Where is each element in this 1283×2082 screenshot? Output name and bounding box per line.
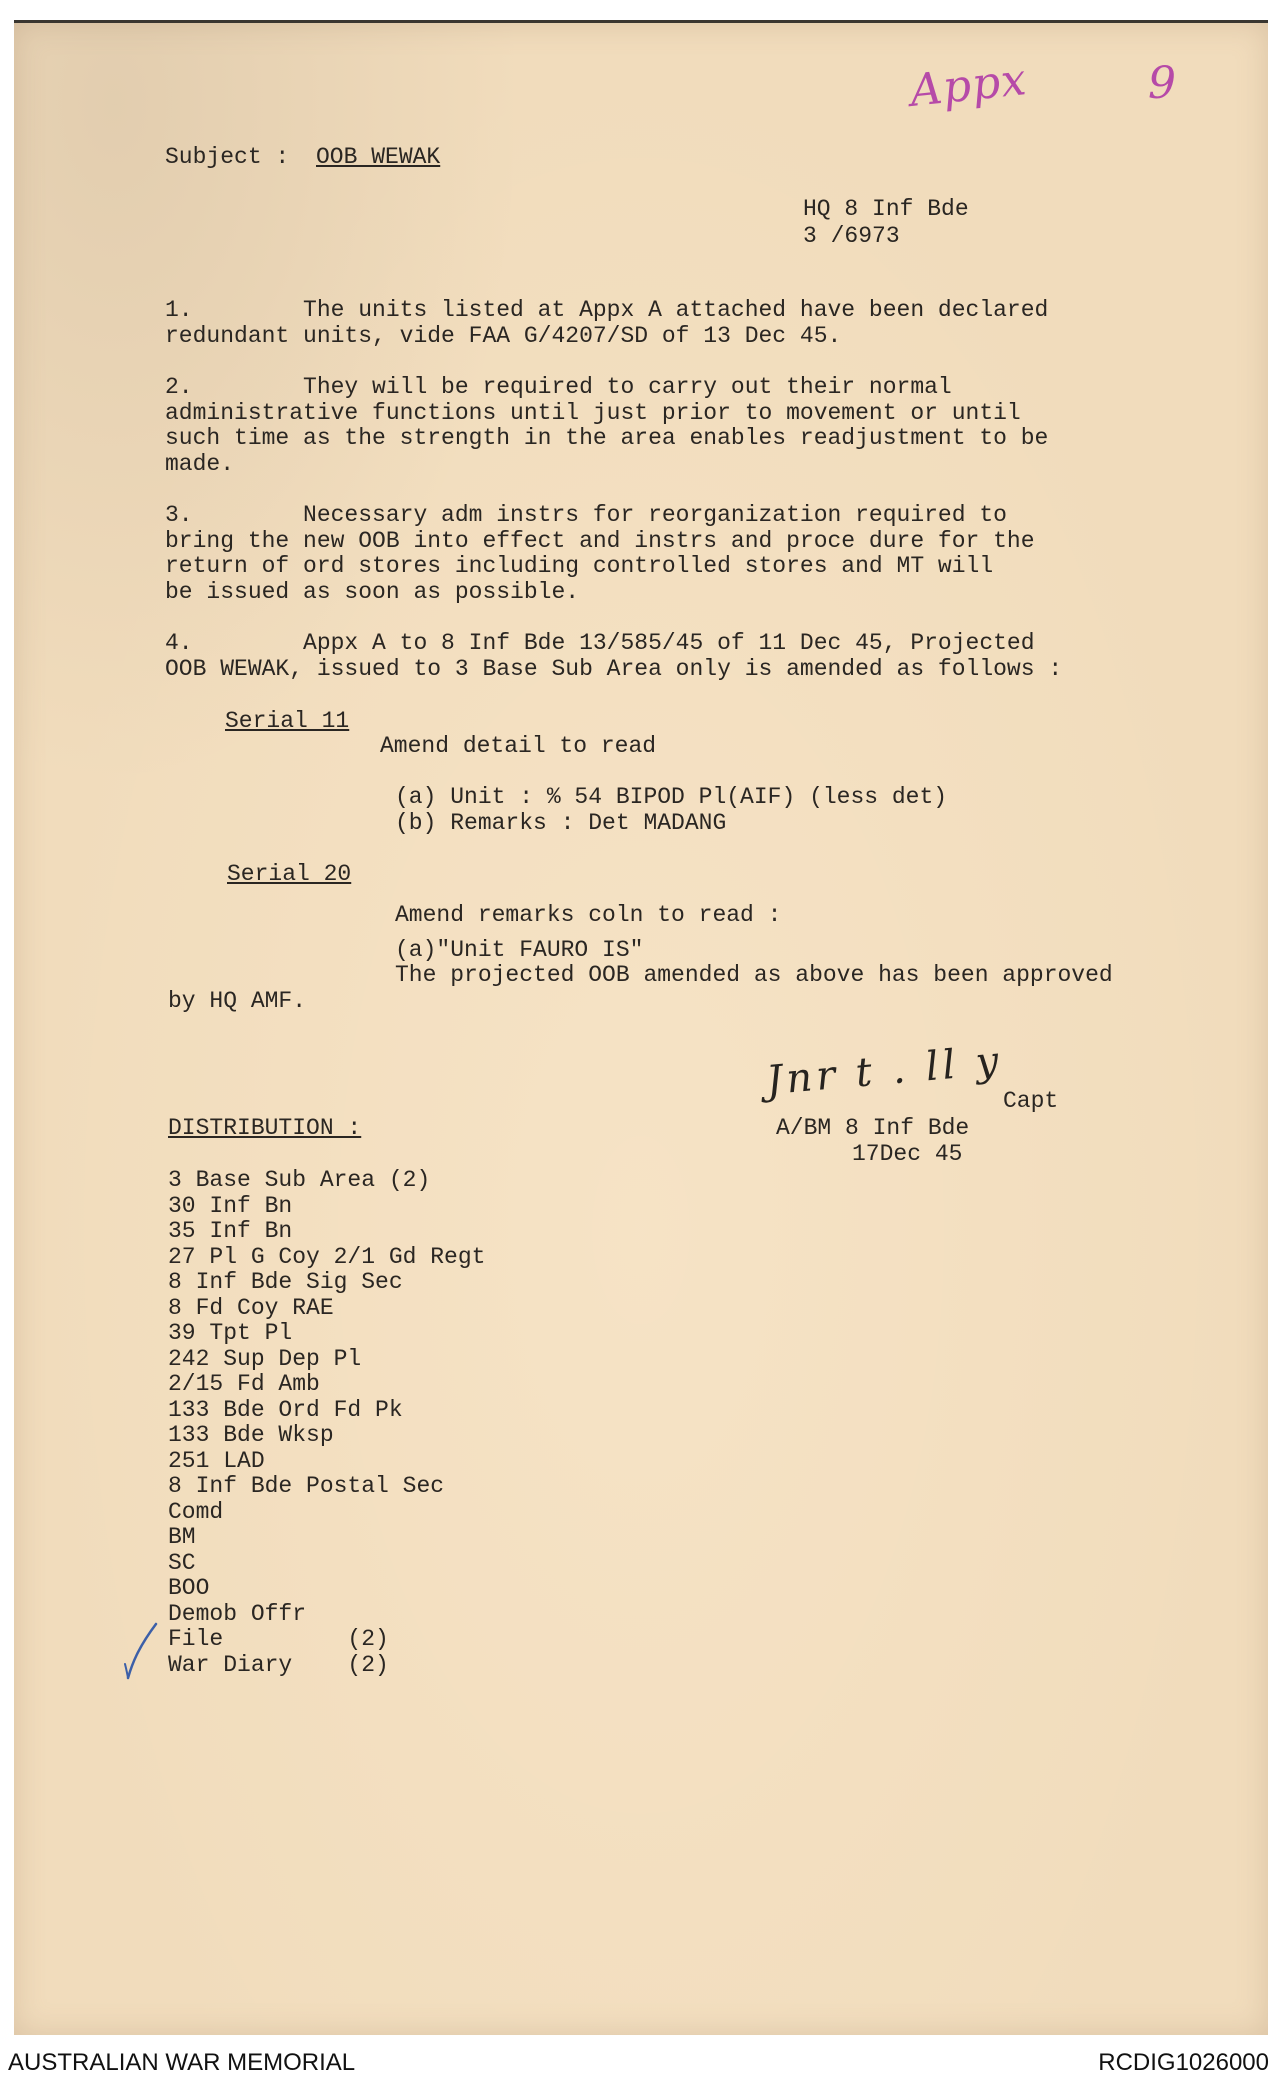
list-item: 8 Fd Coy RAE <box>168 1295 334 1321</box>
para-2-line-2: administrative functions until just prior to movement or until <box>165 400 1021 426</box>
serial-20-instruction: Amend remarks coln to read : <box>395 902 782 928</box>
list-item: Comd <box>168 1499 224 1525</box>
list-item: War Diary (2) <box>168 1652 389 1678</box>
checkmark-icon <box>124 1620 158 1680</box>
para-4-line-2: OOB WEWAK, issued to 3 Base Sub Area only is amended as follows : <box>165 656 1063 682</box>
para-3-line-1: 3. Necessary adm instrs for reorganization required to <box>165 502 1007 528</box>
list-item: 133 Bde Ord Fd Pk <box>168 1397 403 1423</box>
footer-record-id: RCDIG1026000 <box>1098 2049 1269 2076</box>
para-2-line-3: such time as the strength in the area enables readjustment to be <box>165 425 1049 451</box>
list-item: 3 Base Sub Area (2) <box>168 1167 431 1193</box>
para-3-line-3: return of ord stores including controlled stores and MT will <box>165 553 994 579</box>
para-2-line-1: 2. They will be required to carry out their normal <box>165 374 952 400</box>
list-item: 251 LAD <box>168 1448 265 1474</box>
subject-value: OOB WEWAK <box>316 144 441 170</box>
header-ref: 3 /6973 <box>803 223 900 249</box>
appx-annotation: Appx <box>907 54 1030 117</box>
list-item: 133 Bde Wksp <box>168 1422 334 1448</box>
list-item: 2/15 Fd Amb <box>168 1371 320 1397</box>
serial-20-line-a: (a)"Unit FAURO IS" <box>395 937 644 963</box>
serial-11-instruction: Amend detail to read <box>380 733 657 759</box>
list-item: Demob Offr <box>168 1601 307 1627</box>
distribution-heading: DISTRIBUTION : <box>168 1115 362 1141</box>
para-1-line-2: redundant units, vide FAA G/4207/SD of 13 Dec 45. <box>165 323 842 349</box>
signature-date: 17Dec 45 <box>852 1141 963 1167</box>
list-item: BM <box>168 1524 196 1550</box>
list-item: File (2) <box>168 1626 389 1652</box>
serial-11-line-a: (a) Unit : % 54 BIPOD Pl(AIF) (less det) <box>395 784 948 810</box>
approval-line-1: The projected OOB amended as above has been approved <box>395 962 1113 988</box>
list-item: 8 Inf Bde Sig Sec <box>168 1269 403 1295</box>
list-item: 242 Sup Dep Pl <box>168 1346 362 1372</box>
signature-rank: Capt <box>1003 1088 1059 1114</box>
para-3-line-2: bring the new OOB into effect and instrs and proce dure for the <box>165 528 1035 554</box>
para-1-line-1: 1. The units listed at Appx A attached have been declared <box>165 297 1049 323</box>
handwritten-signature: Jnr t . ll y <box>764 1037 1005 1105</box>
list-item: SC <box>168 1550 196 1576</box>
footer-source: AUSTRALIAN WAR MEMORIAL <box>8 2049 356 2076</box>
para-4-line-1: 4. Appx A to 8 Inf Bde 13/585/45 of 11 Dec 45, Projected <box>165 630 1035 656</box>
list-item: BOO <box>168 1575 210 1601</box>
list-item: 27 Pl G Coy 2/1 Gd Regt <box>168 1244 486 1270</box>
list-item: 30 Inf Bn <box>168 1193 293 1219</box>
list-item: 35 Inf Bn <box>168 1218 293 1244</box>
serial-11-label: Serial 11 <box>225 708 350 734</box>
subject-label: Subject : <box>165 144 290 170</box>
signature-appointment: A/BM 8 Inf Bde <box>776 1115 970 1141</box>
serial-11-line-b: (b) Remarks : Det MADANG <box>395 810 727 836</box>
para-3-line-4: be issued as soon as possible. <box>165 579 580 605</box>
appx-number: 9 <box>1148 58 1176 109</box>
approval-line-2: by HQ AMF. <box>168 988 307 1014</box>
list-item: 39 Tpt Pl <box>168 1320 293 1346</box>
header-unit: HQ 8 Inf Bde <box>803 196 969 222</box>
para-2-line-4: made. <box>165 451 235 477</box>
serial-20-label: Serial 20 <box>227 861 352 887</box>
list-item: 8 Inf Bde Postal Sec <box>168 1473 445 1499</box>
